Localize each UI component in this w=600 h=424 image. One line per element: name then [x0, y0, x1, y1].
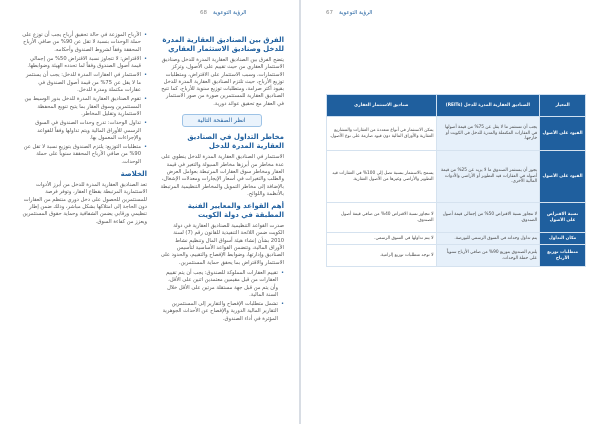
table-cell: لا تتجاوز نسبة الاقتراض 50% من إجمالي قيمة أصول الصندوق. — [436, 203, 540, 233]
list-item: • تقييم العقارات المملوكة للصندوق: يجب أن يتم تقييم العقارات من قبل مقيمين معتمدين اثنين على الأقل، وأن يتم من قبل جهة مستقلة مرتين على الأقل خلال السنة المالية. — [159, 270, 284, 299]
table-cell: يجب أن تستثمر ما لا يقل عن 75% من قيمة أصولها في العقارات المكتملة والمدرة للدخل في الكويت أو خارجها. — [436, 117, 540, 151]
table-header-row — [327, 95, 586, 117]
heading-rules: أهم القواعد والمعايير الفنية المطبقة في دولة الكويت — [187, 202, 284, 220]
right-page — [301, 0, 600, 424]
page-header — [200, 10, 246, 16]
page-number: 68 — [200, 10, 207, 16]
row-label: القيود على الأصول — [540, 117, 586, 151]
table-row — [327, 233, 586, 245]
heading-summary: الخلاصة — [120, 170, 147, 179]
left-page-column-1 — [159, 32, 284, 325]
heading-difference: الفرق بين الصناديق العقارية المدرة للدخل وصناديق الاستثمار العقاري — [162, 36, 284, 53]
table-cell: يسمح بالاستثمار بنسبة تصل إلى 100% في العقارات قيد التطوير والأراضي وغيرها من الأصول العقارية. — [327, 151, 437, 203]
paragraph-summary: تعد الصناديق العقارية المدرة للدخل من أبرز الأدوات الاستثمارية المرتبطة بقطاع العقار، وتوفر فرصة للمستثمرين للحصول على دخل دوري منتظم من العقارات دون الحاجة إلى امتلاكها بشكل مباشر، وذلك ضمن إطار تنظيمي ورقابي يضمن الشفافية وحماية حقوق المستثمرين ويعزز من كفاءة السوق. — [22, 182, 147, 225]
see-next-page-box: انظر الصفحة التالية — [182, 114, 262, 127]
table-cell: يجوز أن يستثمر الصندوق ما لا يزيد عن 25% من قيمة أصوله في العقارات قيد التطوير أو الأراضي والأدوات المالية الأخرى. — [436, 151, 540, 203]
list-item: • الاقتراض: لا تتجاوز نسبة الاقتراض 50% من إجمالي قيمة أصول الصندوق وفقاً لما تحدده الهيئة وضوابطها. — [22, 56, 147, 71]
row-label: متطلبات توزيع الأرباح — [540, 245, 586, 267]
heading-risks: مخاطر التداول في الصناديق العقارية المدرة للدخل — [187, 133, 284, 151]
list-item: • متطلبات التوزيع: يلتزم الصندوق بتوزيع نسبة لا تقل عن 90% من صافي الأرباح المحققة سنوياً على حملة الوحدات. — [22, 144, 147, 166]
table-cell: لا تتجاوز نسبة الاقتراض 40% من صافي قيمة أصول الصندوق. — [327, 203, 437, 233]
table-cell: يتم تداول وحداته في السوق الرسمي للبورصة. — [436, 233, 540, 245]
section-title: الرؤية التوعوية — [213, 10, 247, 16]
page-header — [326, 10, 372, 16]
row-label: القيود على الأصول — [540, 151, 586, 203]
paragraph-difference: يتضح الفرق بين الصناديق العقارية المدرة للدخل وصناديق الاستثمار العقاري من حيث تقييم على الأصول، وتركز الاستثمارات، وسبب الاستثمار على الاقتراض، ومتطلبات توزيع الأرباح، حيث تلتزم الصناديق العقارية المدرة للدخل بقيود أكثر صرامة، ومتطلبات توزيع سنوية للأرباح، كما تتيح الصناديق العقارية للمستثمرين صورة من صور الاستثمار في العقار مع تحقيق عوائد دورية. — [161, 57, 284, 107]
paragraph-risks: الاستثمار في الصناديق العقارية المدرة للدخل ينطوي على عدة مخاطر من أبرزها مخاطر السيولة والتغير في قيمة العقار ومخاطر سوق العقارات المرتبطة بعوامل العرض والطلب والتغيرات في أسعار الإيجارات ومعدلات الإشغال، بالإضافة إلى مخاطر التمويل والمخاطر التنظيمية المرتبطة بالأنظمة واللوائح. — [160, 154, 284, 197]
page-number: 67 — [326, 10, 333, 16]
left-page — [0, 0, 299, 424]
section-title: الرؤية التوعوية — [339, 10, 373, 16]
paragraph-rules: صدرت القواعد التنظيمية للصناديق العقارية في دولة الكويت ضمن اللائحة التنفيذية للقانون رقم (7) لسنة 2010 بشأن إنشاء هيئة أسواق المال وتنظيم نشاط الأوراق المالية، وتتضمن القواعد الأساسية لتأسيس الصناديق وإدارتها، وضوابط الإفصاح والتقييم، والحدود على الاستثمار والاقتراض بما يحقق حماية المستثمرين. — [160, 223, 284, 266]
table-row — [327, 151, 586, 203]
table-cell: يمكن الاستثمار في أنواع متعددة من العقارات والمشاريع العقارية والأوراق المالية دون قيود صارمة على نوع الأصول. — [327, 117, 437, 151]
comparison-table — [326, 94, 586, 267]
row-label: مكان التداول — [540, 233, 586, 245]
rules-list — [159, 270, 284, 323]
table-cell: يلتزم الصندوق بتوزيع 90% من صافي الأرباح سنوياً على حملة الوحدات. — [436, 245, 540, 267]
left-page-column-2 — [22, 32, 147, 229]
list-item: • تشمل متطلبات الإفصاح والتقارير إلى المستثمرين التقارير المالية الدورية والإفصاح عن الأحداث الجوهرية المؤثرة في أداء الصندوق. — [159, 301, 284, 323]
table-cell: لا يتم تداولها في السوق الرسمي. — [327, 233, 437, 245]
table-row — [327, 245, 586, 267]
table-cell: لا توجد متطلبات توزيع إلزامية. — [327, 245, 437, 267]
row-label: نسبة الاقتراض على الأصول — [540, 203, 586, 233]
table-row — [327, 117, 586, 151]
column-header: الصناديق العقارية المدرة للدخل (REITs) — [436, 95, 540, 117]
list-item: • تداول الوحدات: تدرج وحدات الصندوق في السوق الرسمي للأوراق المالية ويتم تداولها وفقاً للقواعد والإجراءات المعمول بها. — [22, 120, 147, 142]
column-header: المعيار — [540, 95, 586, 117]
list-item: • تقوم الصناديق العقارية المدرة للدخل بدور الوسيط بين المستثمرين وسوق العقار بما يتيح تنويع المحفظة الاستثمارية وتقليل المخاطر. — [22, 96, 147, 118]
table-row — [327, 203, 586, 233]
list-item: • الأرباح الموزعة في حالة تحقيق أرباح يجب أن توزع على حملة الوحدات بنسبة لا تقل عن 90% من صافي الأرباح المحققة وفقاً لشروط الصندوق وأحكامه. — [22, 32, 147, 54]
column-header: صناديق الاستثمار العقاري — [327, 95, 437, 117]
requirements-list — [22, 32, 147, 166]
list-item: • الاستثمار في العقارات المدرة للدخل: يجب أن يستثمر ما لا يقل عن 75% من قيمة أصول الصندوق في عقارات مكتملة ومدرة للدخل. — [22, 72, 147, 94]
